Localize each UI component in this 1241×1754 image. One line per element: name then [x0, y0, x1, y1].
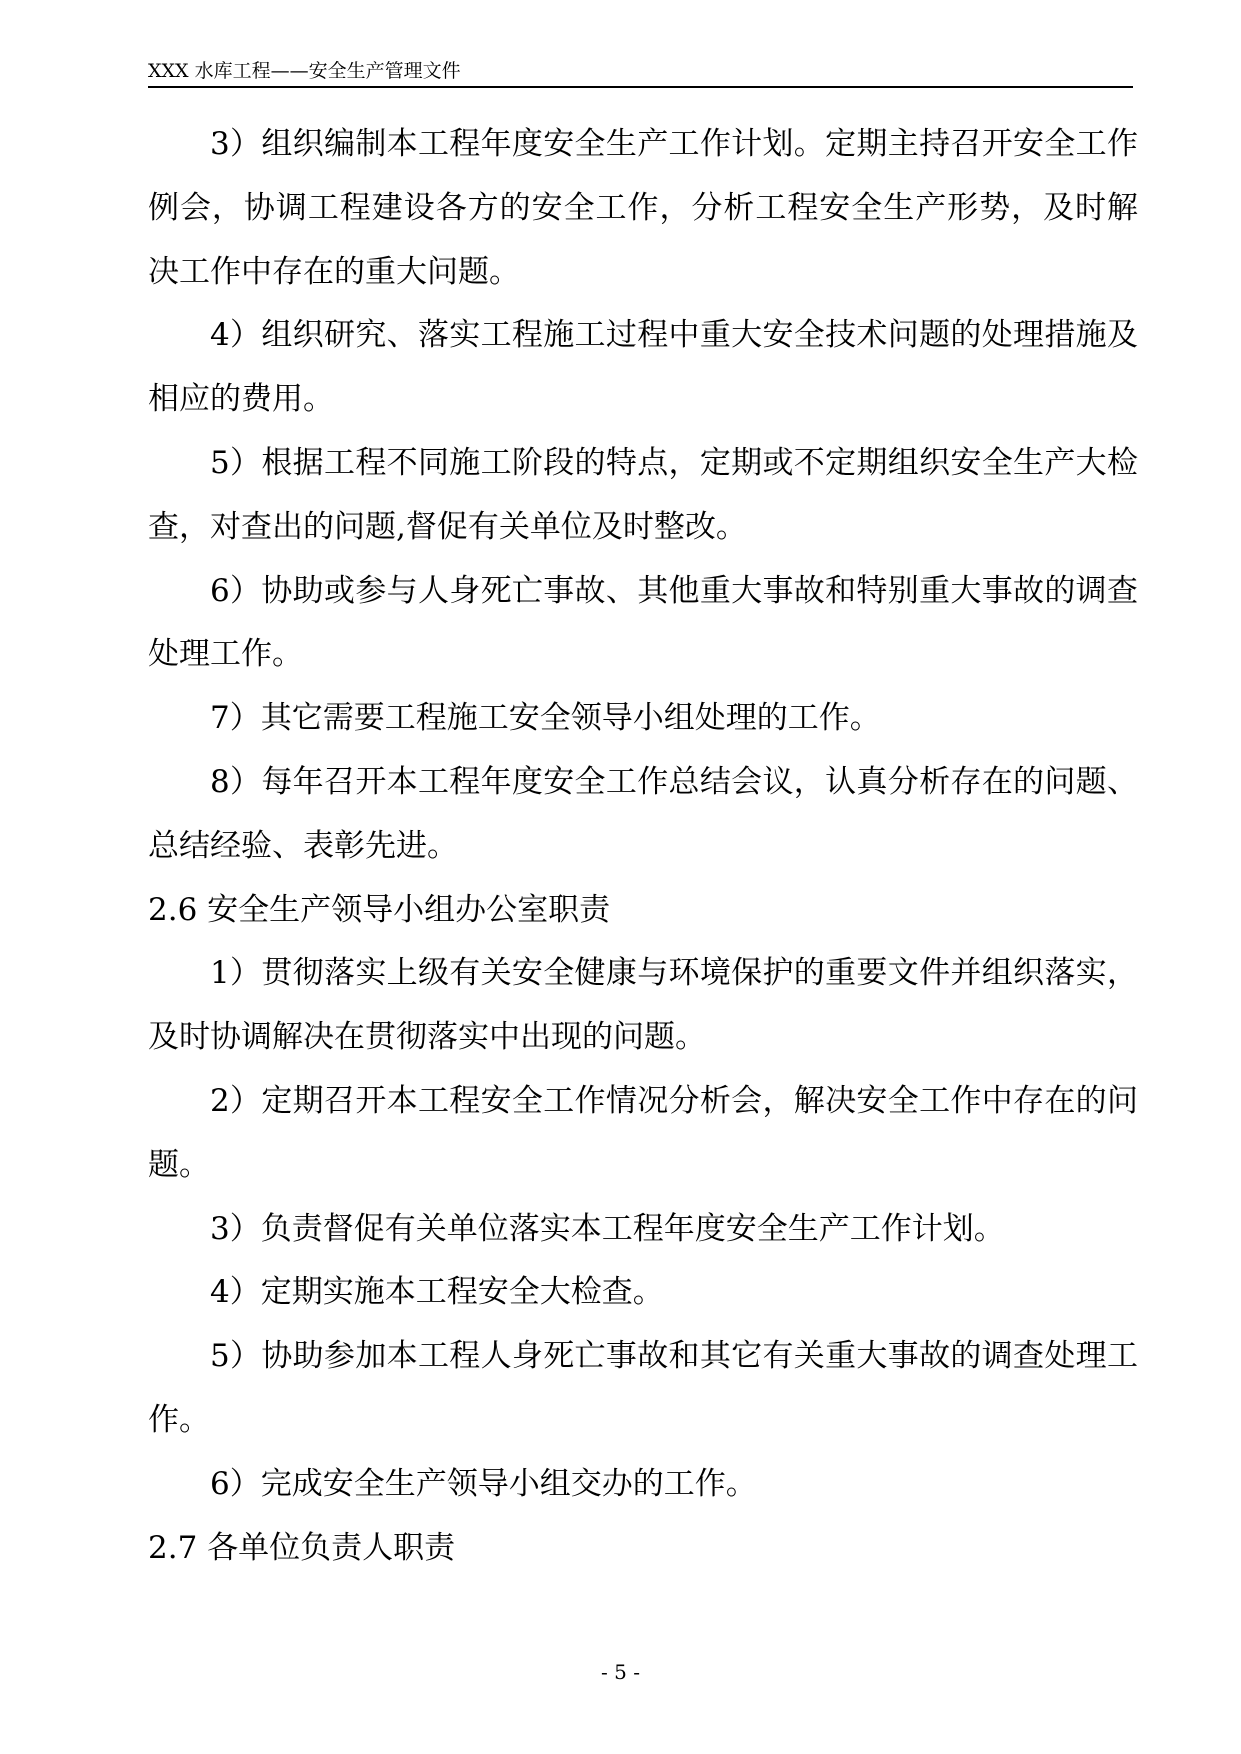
paragraph-office-item-2: 2）定期召开本工程安全工作情况分析会，解决安全工作中存在的问题。	[148, 1082, 1138, 1183]
page-number: - 5 -	[601, 1660, 640, 1684]
paragraph-item-6: 6）协助或参与人身死亡事故、其他重大事故和特别重大事故的调查处理工作。	[148, 572, 1138, 673]
section-heading-2-7: 2.7 各单位负责人职责	[148, 1529, 456, 1566]
page-header	[148, 50, 1133, 88]
section-heading-2-6: 2.6 安全生产领导小组办公室职责	[148, 891, 611, 928]
paragraph-item-4: 4）组织研究、落实工程施工过程中重大安全技术问题的处理措施及相应的费用。	[148, 317, 1138, 418]
paragraph-office-item-4: 4）定期实施本工程安全大检查。	[210, 1274, 664, 1311]
paragraph-item-8: 8）每年召开本工程年度安全工作总结会议，认真分析存在的问题、总结经验、表彰先进。	[148, 763, 1138, 864]
document-body	[148, 113, 1138, 1580]
paragraph-item-3: 3）组织编制本工程年度安全生产工作计划。定期主持召开安全工作例会，协调工程建设各方的安全工作，分析工程安全生产形势，及时解决工作中存在的重大问题。	[148, 126, 1138, 290]
paragraph-office-item-6: 6）完成安全生产领导小组交办的工作。	[210, 1465, 757, 1502]
paragraph-office-item-3: 3）负责督促有关单位落实本工程年度安全生产工作计划。	[210, 1210, 1005, 1247]
header-title: XXX 水库工程——安全生产管理文件	[148, 60, 461, 82]
paragraph-office-item-1: 1）贯彻落实上级有关安全健康与环境保护的重要文件并组织落实，及时协调解决在贯彻落实中出现的问题。	[148, 955, 1138, 1056]
paragraph-item-7: 7）其它需要工程施工安全领导小组处理的工作。	[210, 700, 881, 737]
paragraph-office-item-5: 5）协助参加本工程人身死亡事故和其它有关重大事故的调查处理工作。	[148, 1338, 1138, 1438]
paragraph-item-5: 5）根据工程不同施工阶段的特点，定期或不定期组织安全生产大检查，对查出的问题,督促有关单位及时整改。	[148, 444, 1138, 545]
